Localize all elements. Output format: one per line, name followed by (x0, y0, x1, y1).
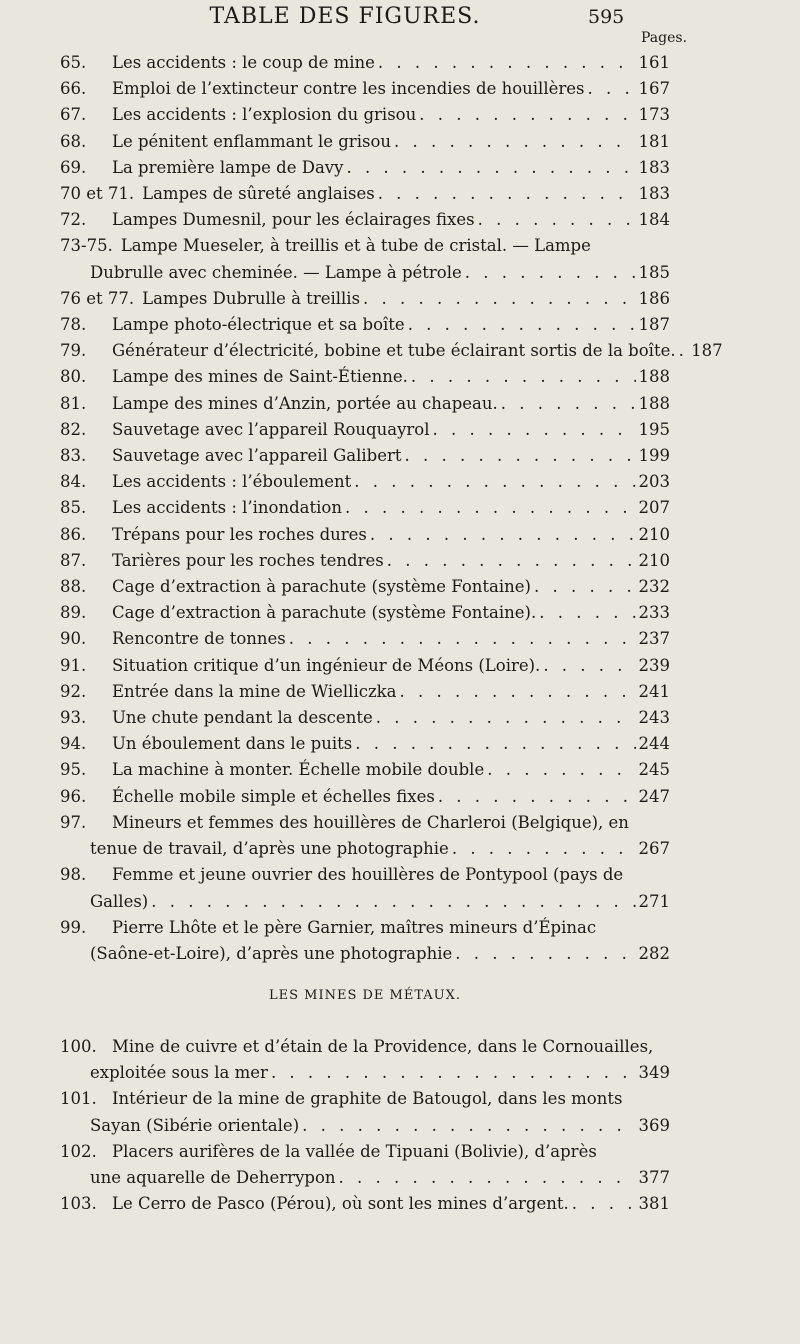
figure-caption: Lampes Dubrulle à treillis (142, 288, 361, 308)
figure-entry-line (60, 469, 670, 495)
figure-number: 81. (60, 393, 87, 413)
figure-entry-line (60, 653, 670, 679)
figure-caption: Sauvetage avec l’appareil Rouquayrol (112, 419, 430, 439)
dot-leader (498, 391, 636, 417)
dot-leader (540, 653, 636, 679)
figure-page-number: 186 (638, 288, 670, 308)
figure-entry-line (60, 312, 670, 338)
figure-entry (60, 469, 670, 495)
figure-caption: Lampe des mines de Saint-Étienne. (112, 367, 408, 387)
figure-page-number: 207 (638, 498, 670, 518)
figure-number: 92. (60, 681, 87, 701)
figure-caption: Un éboulement dans le puits (112, 734, 353, 754)
figure-entry-line (60, 1191, 670, 1217)
dot-leader (268, 1060, 636, 1086)
figure-page-number: 282 (638, 943, 670, 963)
figure-entry-line (60, 443, 670, 469)
figure-caption: Lampes de sûreté anglaises (142, 184, 375, 204)
figure-entry-line (60, 626, 670, 652)
figure-caption: Lampe des mines d’Anzin, portée au chapeau. (112, 393, 498, 413)
dot-leader (402, 443, 637, 469)
figure-caption: tenue de travail, d’après une photographie (90, 839, 449, 859)
figure-entry (60, 1191, 670, 1217)
figure-number: 98. (60, 865, 87, 885)
figure-entry-line (60, 1086, 670, 1112)
figure-entry-line (60, 260, 670, 286)
figure-entry (60, 181, 670, 207)
figure-entry-line (60, 810, 670, 836)
dot-leader (475, 207, 636, 233)
figure-number: 99. (60, 917, 87, 937)
dot-leader (373, 705, 636, 731)
pages-column-label: Pages. (641, 30, 688, 46)
figure-entry (60, 574, 670, 600)
dot-leader (569, 1191, 636, 1217)
figure-entry (60, 810, 670, 862)
figure-entry-line (60, 731, 670, 757)
figure-page-number: 187 (691, 341, 723, 361)
figure-number: 66. (60, 79, 87, 99)
figure-list (60, 50, 723, 967)
figure-page-number: 239 (638, 655, 670, 675)
figure-page-number: 233 (638, 603, 670, 623)
figure-page-number: 203 (638, 472, 670, 492)
figure-entry (60, 1139, 670, 1191)
dot-leader (342, 495, 636, 521)
figure-caption: Cage d’extraction à parachute (système Fontaine) (112, 577, 531, 597)
dot-leader (360, 286, 636, 312)
figure-entry-line (60, 181, 670, 207)
figure-number: 94. (60, 734, 87, 754)
figure-page-number: 210 (638, 524, 670, 544)
figure-caption: Échelle mobile simple et échelles fixes (112, 786, 435, 806)
dot-leader (408, 364, 636, 390)
figure-caption: Le pénitent enflammant le grisou (112, 131, 392, 151)
dot-leader (299, 1113, 636, 1139)
figure-page-number: 185 (638, 262, 670, 282)
dot-leader (352, 731, 636, 757)
figure-entry (60, 286, 670, 312)
figure-page-number: 232 (638, 577, 670, 597)
figure-page-number: 187 (638, 315, 670, 335)
section-heading: LES MINES DE MÉTAUX. (268, 988, 462, 1003)
figure-caption: Cage d’extraction à parachute (système Fontaine). (112, 603, 537, 623)
figure-entry-line (60, 1165, 670, 1191)
figure-entry-line (60, 705, 670, 731)
dot-leader (676, 338, 689, 364)
figure-number: 101. (60, 1089, 97, 1109)
figure-number: 102. (60, 1141, 97, 1161)
figure-entry-line (60, 548, 670, 574)
figure-entry (60, 915, 670, 967)
figure-caption: Les accidents : l’inondation (112, 498, 342, 518)
figure-caption: Les accidents : l’explosion du grisou (112, 105, 417, 125)
figure-entry (60, 1086, 670, 1138)
figure-page-number: 181 (638, 131, 670, 151)
figure-number: 85. (60, 498, 87, 518)
figure-caption: Mineurs et femmes des houillères de Charleroi (Belgique), en (112, 812, 629, 832)
figure-entry-line (60, 286, 670, 312)
figure-number: 93. (60, 708, 87, 728)
figure-caption: Lampe photo-électrique et sa boîte (112, 315, 405, 335)
figure-caption: Tarières pour les roches tendres (112, 550, 384, 570)
figure-entry (60, 679, 670, 705)
dot-leader (375, 50, 636, 76)
figure-number: 72. (60, 210, 87, 230)
figure-caption: Sauvetage avec l’appareil Galibert (112, 446, 402, 466)
dot-leader (462, 260, 636, 286)
figure-caption: Pierre Lhôte et le père Garnier, maîtres mineurs d’Épinac (112, 917, 597, 937)
figure-caption: Lampes Dumesnil, pour les éclairages fixes (112, 210, 475, 230)
figure-page-number: 244 (638, 734, 670, 754)
figure-number: 100. (60, 1037, 97, 1056)
figure-page-number: 349 (638, 1063, 670, 1083)
figure-entry (60, 364, 670, 390)
figure-entry-line (60, 784, 670, 810)
figure-entry-line (60, 522, 670, 548)
figure-entry (60, 102, 670, 128)
figure-entry (60, 705, 670, 731)
dot-leader (585, 76, 637, 102)
figure-entry-line (60, 76, 670, 102)
dot-leader (148, 889, 636, 915)
figure-entry (60, 443, 670, 469)
figure-entry (60, 391, 670, 417)
dot-leader (351, 469, 636, 495)
figure-number: 65. (60, 53, 87, 72)
figure-entry (60, 417, 670, 443)
figure-caption: Une chute pendant la descente (112, 708, 373, 728)
figure-entry (60, 653, 670, 679)
dot-leader (336, 1165, 636, 1191)
figure-caption: Les accidents : l’éboulement (112, 472, 352, 492)
dot-leader (536, 600, 636, 626)
figure-entry-line (60, 1060, 670, 1086)
figure-page-number: 183 (638, 157, 670, 177)
figure-number: 69. (60, 157, 87, 177)
figure-number: 88. (60, 577, 87, 597)
dot-leader (375, 181, 636, 207)
figure-page-number: 167 (638, 79, 670, 99)
dot-leader (405, 312, 636, 338)
figure-entry (60, 626, 670, 652)
figure-number: 87. (60, 550, 87, 570)
dot-leader (367, 522, 636, 548)
dot-leader (435, 784, 636, 810)
dot-leader (391, 129, 636, 155)
figure-page-number: 245 (638, 760, 670, 780)
dot-leader (449, 836, 636, 862)
figure-page-number: 247 (638, 786, 670, 806)
figure-caption: Intérieur de la mine de graphite de Batougol, dans les monts (112, 1089, 623, 1109)
dot-leader (384, 548, 636, 574)
figure-entry (60, 1034, 670, 1086)
figure-page-number: 271 (638, 891, 670, 911)
figure-page-number: 237 (638, 629, 670, 649)
figure-caption: Emploi de l’extincteur contre les incendies de houillères (112, 79, 585, 99)
figure-caption: Entrée dans la mine de Wielliczka (112, 681, 397, 701)
figure-entry-line (60, 364, 670, 390)
figure-number: 82. (60, 419, 87, 439)
figure-caption: Lampe Mueseler, à treillis et à tube de cristal. — Lampe (120, 236, 591, 256)
dot-leader (397, 679, 636, 705)
figure-caption: Femme et jeune ouvrier des houillères de Pontypool (pays de (112, 865, 624, 885)
figure-caption: Placers aurifères de la vallée de Tipuani (Bolivie), d’après (112, 1141, 597, 1161)
figure-caption: Sayan (Sibérie orientale) (90, 1115, 300, 1135)
figure-entry-line (60, 417, 670, 443)
figure-number: 90. (60, 629, 87, 649)
figure-page-number: 184 (638, 210, 670, 230)
figure-entry (60, 312, 670, 338)
figure-page-number: 267 (638, 839, 670, 859)
figure-number: 83. (60, 446, 87, 466)
figure-page-number: 188 (638, 367, 670, 387)
figure-entry-line (60, 207, 670, 233)
dot-leader (452, 941, 636, 967)
figure-entry-line (60, 155, 670, 181)
figure-number: 79. (60, 341, 87, 361)
figure-number: 70 et 71. (60, 184, 135, 204)
figure-entry-line (60, 50, 670, 76)
figure-entry (60, 600, 670, 626)
figure-page-number: 241 (638, 681, 670, 701)
figure-entry (60, 731, 670, 757)
figure-number: 96. (60, 786, 87, 806)
figure-caption: Mine de cuivre et d’étain de la Providence, dans le Cornouailles, (112, 1037, 654, 1056)
running-header-page-number: 595 (588, 6, 625, 28)
dot-leader (430, 417, 636, 443)
figure-number: 76 et 77. (60, 288, 135, 308)
figure-caption: Dubrulle avec cheminée. — Lampe à pétrole (90, 262, 462, 282)
figure-caption: Situation critique d’un ingénieur de Méons (Loire). (112, 655, 541, 675)
figure-entry-line (60, 679, 670, 705)
figure-entry-line (60, 338, 723, 364)
figure-entry (60, 207, 670, 233)
figure-entry-line (60, 1139, 670, 1165)
dot-leader (286, 626, 636, 652)
running-header-title: TABLE DES FIGURES. (209, 4, 481, 29)
figure-page-number: 377 (638, 1168, 670, 1188)
figure-entry (60, 862, 670, 914)
figure-caption: exploitée sous la mer (90, 1063, 268, 1083)
dot-leader (416, 102, 636, 128)
figure-number: 78. (60, 315, 87, 335)
figure-entry-line (60, 129, 670, 155)
figure-entry-line (60, 1113, 670, 1139)
figure-caption: (Saône-et-Loire), d’après une photographie (90, 943, 453, 963)
figure-entry-line (60, 836, 670, 862)
figure-page-number: 199 (638, 446, 670, 466)
figure-number: 80. (60, 367, 87, 387)
figure-number: 103. (60, 1194, 97, 1214)
figure-page-number: 369 (638, 1115, 670, 1135)
figure-caption: Le Cerro de Pasco (Pérou), où sont les mines d’argent. (112, 1194, 569, 1214)
figure-number: 86. (60, 524, 87, 544)
figure-caption: une aquarelle de Deherrypon (90, 1168, 336, 1188)
figure-entry (60, 522, 670, 548)
dot-leader (343, 155, 636, 181)
figure-entry-line (60, 889, 670, 915)
figure-entry (60, 548, 670, 574)
figure-entry-line (60, 1034, 670, 1060)
figure-entry-line (60, 495, 670, 521)
figure-entry-line (60, 600, 670, 626)
figure-page-number: 161 (638, 53, 670, 72)
figure-entry-line (60, 915, 670, 941)
figure-entry (60, 495, 670, 521)
figure-number: 91. (60, 655, 87, 675)
figure-number: 73-75. (60, 236, 113, 256)
figure-entry (60, 155, 670, 181)
figure-entry (60, 233, 670, 285)
figure-page-number: 243 (638, 708, 670, 728)
figure-page-number: 381 (638, 1194, 670, 1214)
figure-entry-line (60, 941, 670, 967)
figure-entry-line (60, 862, 670, 888)
figure-caption: Les accidents : le coup de mine (112, 53, 375, 72)
figure-list-metals (60, 1034, 670, 1217)
figure-page-number: 183 (638, 184, 670, 204)
figure-caption: Trépans pour les roches dures (112, 524, 367, 544)
figure-caption: Rencontre de tonnes (112, 629, 286, 649)
figure-number: 97. (60, 812, 87, 832)
figure-entry (60, 338, 723, 364)
figure-entry-line (60, 757, 670, 783)
figure-number: 95. (60, 760, 87, 780)
figure-entry-line (60, 102, 670, 128)
figure-caption: Générateur d’électricité, bobine et tube éclairant sortis de la boîte. (112, 341, 676, 361)
dot-leader (484, 757, 636, 783)
figure-number: 68. (60, 131, 87, 151)
figure-number: 84. (60, 472, 87, 492)
figure-entry-line (60, 233, 670, 259)
figure-entry (60, 784, 670, 810)
figure-entry (60, 129, 670, 155)
figure-entry (60, 757, 670, 783)
dot-leader (531, 574, 636, 600)
figure-entry-line (60, 574, 670, 600)
figure-number: 67. (60, 105, 87, 125)
figure-caption: La machine à monter. Échelle mobile double (112, 760, 485, 780)
figure-entry (60, 50, 670, 76)
figure-page-number: 210 (638, 550, 670, 570)
figure-page-number: 173 (638, 105, 670, 125)
figure-entry (60, 76, 670, 102)
figure-caption: Galles) (90, 891, 149, 911)
figure-entry-line (60, 391, 670, 417)
figure-number: 89. (60, 603, 87, 623)
figure-page-number: 188 (638, 393, 670, 413)
figure-caption: La première lampe de Davy (112, 157, 344, 177)
figure-page-number: 195 (638, 419, 670, 439)
